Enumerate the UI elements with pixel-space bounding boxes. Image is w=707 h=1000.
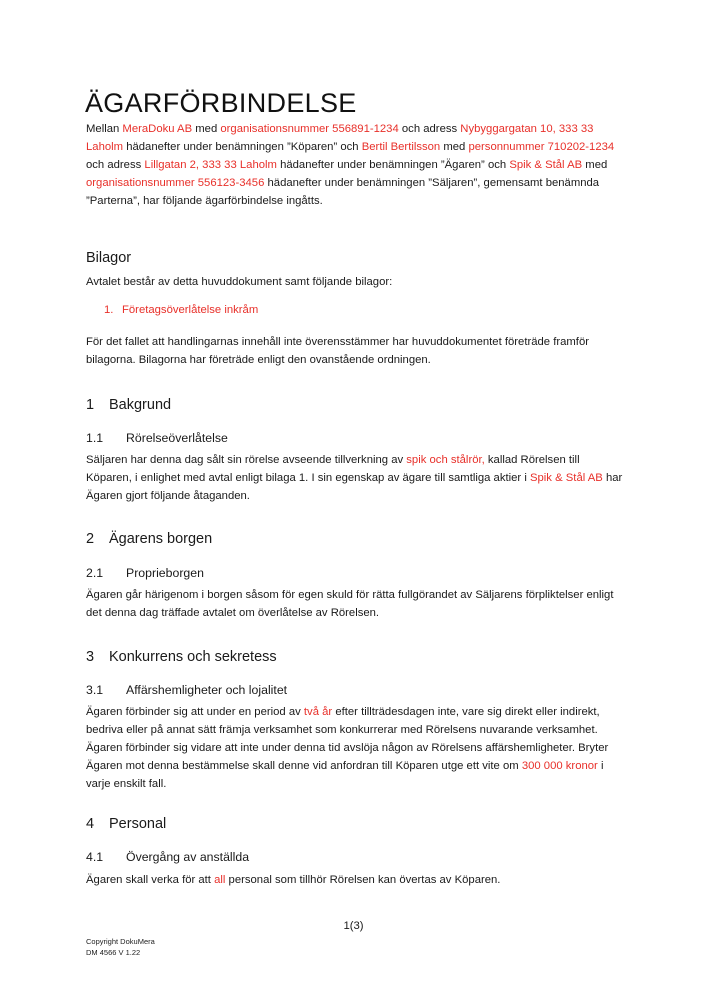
highlighted-text: Nybyggargatan 10, 333 33 Laholm: [86, 123, 594, 153]
text-run: med: [192, 123, 221, 135]
section-2-body: [86, 586, 626, 622]
subsection-heading-1-1: 1.1 Rörelseöverlåtelse: [86, 431, 228, 445]
section-heading-1: 1 Bakgrund: [86, 397, 172, 413]
text-run: hädanefter under benämningen ”Köparen” och: [123, 141, 362, 153]
text-run: har Ägaren gjort följande åtaganden.: [86, 472, 623, 502]
highlighted-text: all: [214, 874, 226, 886]
footer-doc-version: DM 4566 V 1.22: [86, 948, 141, 957]
bilagor-heading: Bilagor: [86, 250, 132, 266]
text-run: kallad Rörelsen till Köparen, i enlighet med avtal enligt bilaga 1. I sin egenskap av ägare till samtliga aktier i: [86, 454, 580, 484]
section-1-body: [86, 451, 626, 505]
text-run: och adress: [86, 159, 145, 171]
highlighted-text: Lillgatan 2, 333 33 Laholm: [144, 159, 277, 171]
bilaga-label: Företagsöverlåtelse inkråm: [122, 304, 259, 316]
footer-copyright: Copyright DokuMera: [86, 937, 155, 946]
text-run: med: [440, 141, 469, 153]
text-run: med: [582, 159, 608, 171]
text-run: Mellan: [86, 123, 123, 135]
section-heading-4: 4 Personal: [86, 816, 167, 832]
intro-paragraph: [86, 120, 626, 210]
text-run: hädanefter under benämningen ”Ägaren” och: [276, 159, 510, 171]
document-title: ÄGARFÖRBINDELSE: [85, 88, 357, 118]
text-run: personal som tillhör Rörelsen kan övertas av Köparen.: [225, 874, 501, 886]
text-run: Säljaren har denna dag sålt sin rörelse avseende tillverkning av: [86, 454, 407, 466]
text-run: Ägaren skall verka för att: [86, 874, 215, 886]
highlighted-text: Bertil Bertilsson: [361, 141, 441, 153]
subsection-heading-3-1: 3.1 Affärshemligheter och lojalitet: [86, 683, 288, 697]
highlighted-text: organisationsnummer 556123-3456: [86, 177, 265, 189]
highlighted-text: organisationsnummer 556891-1234: [220, 123, 399, 135]
subsection-heading-2-1: 2.1 Proprieborgen: [86, 566, 204, 580]
text-run: hädanefter under benämningen ”Säljaren”, gemensamt benämnda ”Parterna”, har följande ägarförbindelse ingåtts.: [86, 177, 600, 207]
text-run: efter tillträdesdagen inte, vare sig direkt eller indirekt, bedriva eller på annat sätt främja verksamhet som konkurrerar med Rörelsens nuvarande verksamhet. Ägaren förbinder sig vidare att inte under denna tid avslöja någon av Rörelsens affärshemligheter. Bryter Ägaren mot denna bestämmelse skall denne vid anfordran till Köparen utge ett vite om: [86, 706, 609, 772]
section-4-body: [86, 871, 626, 889]
text-run: Ägaren går härigenom i borgen såsom för egen skuld för rätta fullgörandet av Säljarens förpliktelser enligt det denna dag träffade avtalet om överlåtelse av Rörelsen.: [86, 589, 614, 619]
page-number: 1(3): [343, 920, 364, 932]
highlighted-text: personnummer 710202-1234: [468, 141, 615, 153]
text-run: och adress: [398, 123, 461, 135]
bilaga-number: 1.: [104, 304, 114, 316]
highlighted-text: spik och stålrör,: [406, 454, 485, 466]
highlighted-text: 300 000 kronor: [521, 760, 598, 772]
section-3-body: [86, 703, 626, 793]
highlighted-text: Spik & Stål AB: [529, 472, 603, 484]
section-heading-3: 3 Konkurrens och sekretess: [86, 649, 277, 665]
subsection-heading-4-1: 4.1 Övergång av anställda: [86, 850, 250, 864]
bilaga-list-item: [104, 304, 258, 316]
section-heading-2: 2 Ägarens borgen: [86, 531, 213, 547]
highlighted-text: Spik & Stål AB: [509, 159, 583, 171]
bilagor-note: För det fallet att handlingarnas innehåll inte överensstämmer har huvuddokumentet företräde framför bilagorna. Bilagorna har företräde enligt den ovanstående ordningen.: [86, 336, 589, 366]
highlighted-text: MeraDoku AB: [122, 123, 193, 135]
bilagor-lead: Avtalet består av detta huvuddokument samt följande bilagor:: [86, 276, 393, 288]
highlighted-text: två år: [303, 706, 333, 718]
text-run: Ägaren förbinder sig att under en period av: [86, 706, 304, 718]
text-run: i varje enskilt fall.: [86, 760, 604, 790]
